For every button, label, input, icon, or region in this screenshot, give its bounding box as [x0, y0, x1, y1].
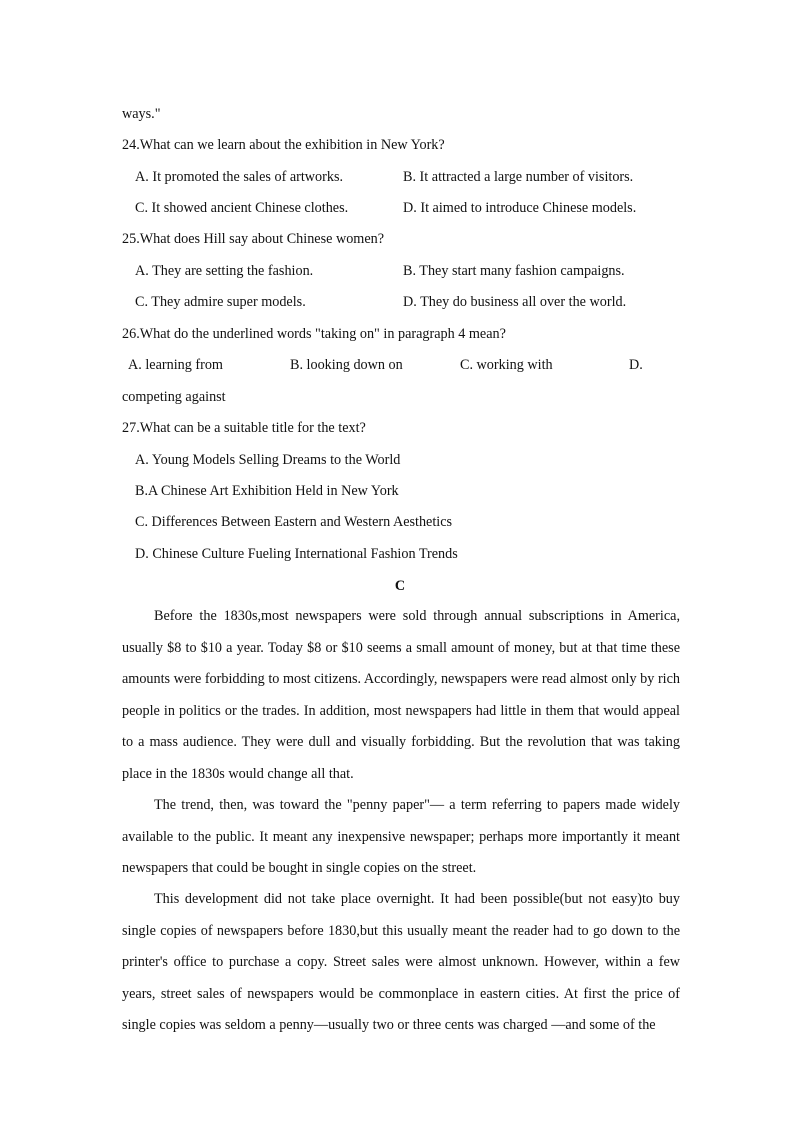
- question-26: 26.What do the underlined words "taking on" in paragraph 4 mean?: [122, 326, 506, 342]
- question-24-options-row-1: [0, 168, 800, 186]
- option-27-c: C. Differences Between Eastern and Western Aesthetics: [135, 514, 453, 530]
- option-24-a: A. It promoted the sales of artworks.: [135, 169, 344, 185]
- section-heading: C: [394, 578, 406, 594]
- option-24-b: B. It attracted a large number of visitors.: [403, 169, 634, 185]
- option-25-d: D. They do business all over the world.: [403, 294, 627, 310]
- option-26-b: B. looking down on: [290, 357, 403, 373]
- option-25-a: A. They are setting the fashion.: [135, 263, 314, 279]
- question-27-option-a-row: [0, 451, 800, 469]
- question-24-options-row-2: [0, 199, 800, 217]
- option-25-c: C. They admire super models.: [135, 294, 306, 310]
- question-24: 24.What can we learn about the exhibition in New York?: [122, 137, 445, 153]
- option-27-d: D. Chinese Culture Fueling International Fashion Trends: [135, 546, 458, 562]
- question-27: 27.What can be a suitable title for the text?: [122, 420, 366, 436]
- option-25-b: B. They start many fashion campaigns.: [403, 263, 625, 279]
- option-26-a: A. learning from: [128, 357, 223, 373]
- paragraph-3: This development did not take place overnight. It had been possible(but not easy)to buy single copies of newspapers before 1830,but this usually meant the reader had to go down to the printer's office to purchase a copy. Street sales were almost unknown. However, within a few years, street sales of newspapers would be commonplace in eastern cities. At first the price of single copies was seldom a penny—usually two or three cents was charged —and some of the: [122, 891, 680, 1033]
- continuation-text: ways.": [122, 106, 161, 122]
- option-26-c: C. working with: [460, 357, 553, 373]
- question-25-options-row-1: [0, 262, 800, 280]
- question-27-option-b-row: [0, 482, 800, 500]
- option-27-a: A. Young Models Selling Dreams to the World: [135, 452, 401, 468]
- option-24-d: D. It aimed to introduce Chinese models.: [403, 200, 637, 216]
- option-26-d-letter: D.: [629, 357, 643, 373]
- paragraph-2: The trend, then, was toward the "penny paper"— a term referring to papers made widely available to the public. It meant any inexpensive newspaper; perhaps more importantly it meant newspapers that could be bought in single copies on the street.: [122, 797, 680, 876]
- question-26-options-row: [0, 356, 800, 374]
- question-25-options-row-2: [0, 293, 800, 311]
- question-25: 25.What does Hill say about Chinese women?: [122, 231, 385, 247]
- question-27-option-c-row: [0, 513, 800, 531]
- option-27-b: B.A Chinese Art Exhibition Held in New York: [135, 483, 399, 499]
- option-24-c: C. It showed ancient Chinese clothes.: [135, 200, 349, 216]
- question-27-option-d-row: [0, 545, 800, 563]
- paragraph-1: Before the 1830s,most newspapers were sold through annual subscriptions in America, usually $8 to $10 a year. Today $8 or $10 seems a small amount of money, but at that time these amounts were forbidding to most citizens. Accordingly, newspapers were read almost only by rich people in politics or the trades. In addition, most newspapers had little in them that would appeal to a mass audience. They were dull and visually forbidding. But the revolution that was taking place in the 1830s would change all that.: [122, 608, 680, 782]
- option-26-d-text: competing against: [122, 389, 226, 405]
